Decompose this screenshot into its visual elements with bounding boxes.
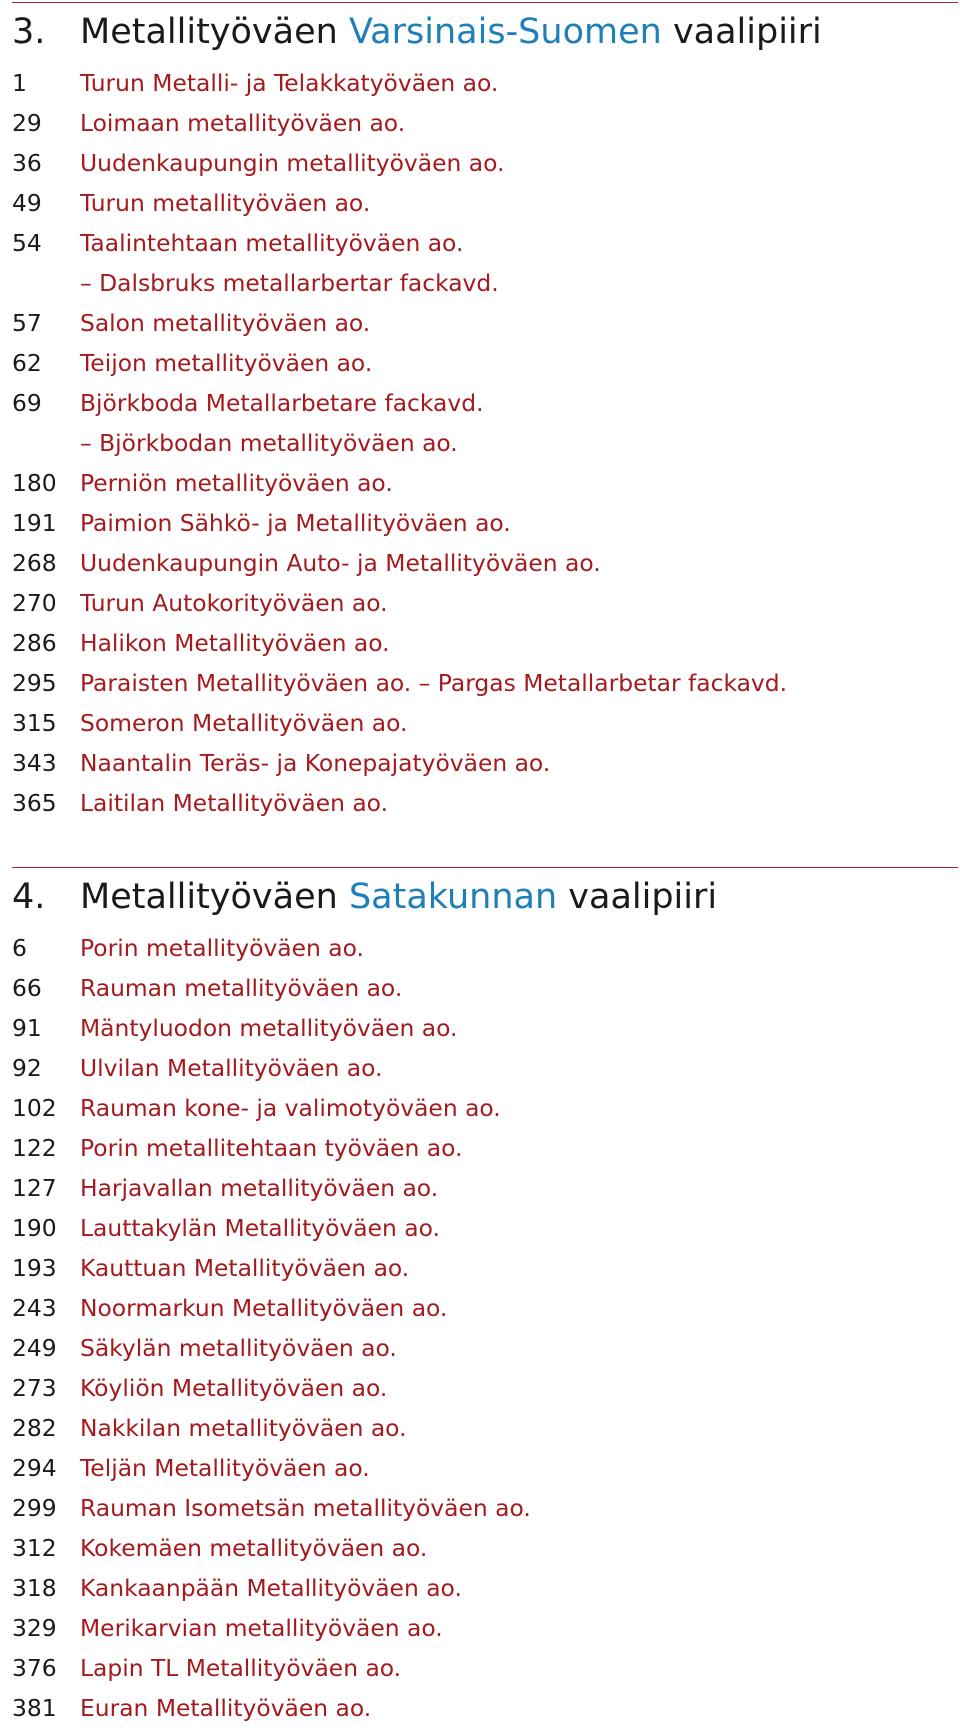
branch-entry bbox=[12, 928, 958, 968]
branch-number: 102 bbox=[12, 1094, 57, 1122]
branch-entry bbox=[12, 1248, 958, 1288]
branch-entry bbox=[12, 543, 958, 583]
branch-name: Köyliön Metallityöväen ao. bbox=[80, 1374, 388, 1402]
branch-entry bbox=[12, 783, 958, 823]
branch-number: 69 bbox=[12, 389, 42, 417]
section-heading bbox=[12, 3, 958, 63]
branch-name: Rauman Isometsän metallityöväen ao. bbox=[80, 1494, 531, 1522]
branch-entry bbox=[12, 303, 958, 343]
branch-name: Paimion Sähkö- ja Metallityöväen ao. bbox=[80, 509, 511, 537]
branch-entry bbox=[12, 383, 958, 423]
branch-entry bbox=[12, 1168, 958, 1208]
branch-number: 365 bbox=[12, 789, 57, 817]
section-title bbox=[80, 877, 717, 917]
branch-entry bbox=[12, 63, 958, 103]
branch-name: Porin metallitehtaan työväen ao. bbox=[80, 1134, 463, 1162]
branch-name: Uudenkaupungin Auto- ja Metallityöväen ao. bbox=[80, 549, 601, 577]
branch-number: 294 bbox=[12, 1454, 57, 1482]
branch-number: 249 bbox=[12, 1334, 57, 1362]
branch-number: 54 bbox=[12, 229, 42, 257]
branch-name: Nakkilan metallityöväen ao. bbox=[80, 1414, 407, 1442]
branch-number: 57 bbox=[12, 309, 42, 337]
branch-name: – Dalsbruks metallarbertar fackavd. bbox=[80, 269, 499, 297]
branch-entry bbox=[12, 583, 958, 623]
branch-name: Björkboda Metallarbetare fackavd. bbox=[80, 389, 484, 417]
branch-entry bbox=[12, 1328, 958, 1368]
branch-number: 91 bbox=[12, 1014, 42, 1042]
branch-name: Halikon Metallityöväen ao. bbox=[80, 629, 390, 657]
branch-name: Merikarvian metallityöväen ao. bbox=[80, 1614, 443, 1642]
branch-name: – Björkbodan metallityöväen ao. bbox=[80, 429, 458, 457]
branch-list bbox=[12, 928, 958, 1728]
branch-entry bbox=[12, 1608, 958, 1648]
branch-entry bbox=[12, 103, 958, 143]
branch-number: 381 bbox=[12, 1694, 57, 1722]
branch-name: Harjavallan metallityöväen ao. bbox=[80, 1174, 439, 1202]
branch-number: 282 bbox=[12, 1414, 57, 1442]
branch-number: 193 bbox=[12, 1254, 57, 1282]
branch-number: 191 bbox=[12, 509, 57, 537]
branch-number: 299 bbox=[12, 1494, 57, 1522]
branch-name: Kokemäen metallityöväen ao. bbox=[80, 1534, 428, 1562]
branch-name: Salon metallityöväen ao. bbox=[80, 309, 371, 337]
branch-number: 127 bbox=[12, 1174, 57, 1202]
branch-number: 92 bbox=[12, 1054, 42, 1082]
branch-number: 286 bbox=[12, 629, 57, 657]
branch-entry bbox=[12, 1288, 958, 1328]
section-title-prefix: Metallityöväen bbox=[80, 877, 349, 917]
branch-number: 62 bbox=[12, 349, 42, 377]
branch-name: Euran Metallityöväen ao. bbox=[80, 1694, 372, 1722]
branch-entry bbox=[12, 1408, 958, 1448]
branch-name: Säkylän metallityöväen ao. bbox=[80, 1334, 397, 1362]
branch-number: 243 bbox=[12, 1294, 57, 1322]
branch-name: Someron Metallityöväen ao. bbox=[80, 709, 408, 737]
branch-number: 270 bbox=[12, 589, 57, 617]
branch-name: Teljän Metallityöväen ao. bbox=[80, 1454, 370, 1482]
section-title-suffix: vaalipiiri bbox=[557, 877, 718, 917]
branch-number: 6 bbox=[12, 934, 27, 962]
branch-entry bbox=[12, 1128, 958, 1168]
branch-entry bbox=[12, 623, 958, 663]
section-title-region: Varsinais-Suomen bbox=[348, 12, 662, 52]
branch-entry bbox=[12, 743, 958, 783]
branch-name: Paraisten Metallityöväen ao. – Pargas Metallarbetar fackavd. bbox=[80, 669, 788, 697]
branch-name: Ulvilan Metallityöväen ao. bbox=[80, 1054, 383, 1082]
branch-list bbox=[12, 63, 958, 823]
branch-number: 36 bbox=[12, 149, 42, 177]
branch-entry bbox=[12, 1368, 958, 1408]
branch-name: Turun Metalli- ja Telakkatyöväen ao. bbox=[80, 69, 499, 97]
section-number: 4. bbox=[12, 877, 46, 917]
district-section-4 bbox=[12, 867, 958, 1728]
branch-entry bbox=[12, 1008, 958, 1048]
branch-number: 312 bbox=[12, 1534, 57, 1562]
branch-name: Rauman metallityöväen ao. bbox=[80, 974, 403, 1002]
branch-number: 122 bbox=[12, 1134, 57, 1162]
branch-number: 29 bbox=[12, 109, 42, 137]
district-section-3 bbox=[12, 2, 958, 823]
branch-number: 376 bbox=[12, 1654, 57, 1682]
branch-number: 190 bbox=[12, 1214, 57, 1242]
section-heading bbox=[12, 868, 958, 928]
branch-number: 343 bbox=[12, 749, 57, 777]
branch-entry bbox=[12, 343, 958, 383]
branch-entry bbox=[12, 663, 958, 703]
section-number: 3. bbox=[12, 12, 46, 52]
branch-entry bbox=[12, 423, 958, 463]
branch-name: Taalintehtaan metallityöväen ao. bbox=[80, 229, 464, 257]
branch-number: 295 bbox=[12, 669, 57, 697]
branch-entry bbox=[12, 968, 958, 1008]
branch-entry bbox=[12, 1488, 958, 1528]
branch-entry bbox=[12, 263, 958, 303]
branch-number: 49 bbox=[12, 189, 42, 217]
branch-number: 315 bbox=[12, 709, 57, 737]
branch-entry bbox=[12, 1088, 958, 1128]
branch-name: Porin metallityöväen ao. bbox=[80, 934, 364, 962]
section-title-prefix: Metallityöväen bbox=[80, 12, 349, 52]
branch-number: 273 bbox=[12, 1374, 57, 1402]
branch-name: Perniön metallityöväen ao. bbox=[80, 469, 393, 497]
branch-entry bbox=[12, 1048, 958, 1088]
branch-entry bbox=[12, 703, 958, 743]
branch-number: 318 bbox=[12, 1574, 57, 1602]
branch-number: 1 bbox=[12, 69, 27, 97]
branch-entry bbox=[12, 143, 958, 183]
branch-name: Loimaan metallityöväen ao. bbox=[80, 109, 406, 137]
branch-name: Turun Autokorityöväen ao. bbox=[80, 589, 388, 617]
branch-name: Lapin TL Metallityöväen ao. bbox=[80, 1654, 402, 1682]
branch-entry bbox=[12, 1528, 958, 1568]
branch-entry bbox=[12, 1648, 958, 1688]
section-title-region: Satakunnan bbox=[348, 877, 558, 917]
branch-number: 268 bbox=[12, 549, 57, 577]
branch-name: Mäntyluodon metallityöväen ao. bbox=[80, 1014, 458, 1042]
branch-name: Uudenkaupungin metallityöväen ao. bbox=[80, 149, 505, 177]
branch-name: Rauman kone- ja valimotyöväen ao. bbox=[80, 1094, 501, 1122]
branch-name: Kauttuan Metallityöväen ao. bbox=[80, 1254, 410, 1282]
branch-name: Turun metallityöväen ao. bbox=[80, 189, 371, 217]
section-title-suffix: vaalipiiri bbox=[661, 12, 822, 52]
branch-name: Teijon metallityöväen ao. bbox=[80, 349, 373, 377]
branch-name: Noormarkun Metallityöväen ao. bbox=[80, 1294, 448, 1322]
branch-name: Kankaanpään Metallityöväen ao. bbox=[80, 1574, 462, 1602]
branch-name: Naantalin Teräs- ja Konepajatyöväen ao. bbox=[80, 749, 551, 777]
branch-entry bbox=[12, 223, 958, 263]
section-title bbox=[80, 12, 822, 52]
branch-entry bbox=[12, 1448, 958, 1488]
branch-entry bbox=[12, 1568, 958, 1608]
branch-entry bbox=[12, 183, 958, 223]
branch-entry bbox=[12, 463, 958, 503]
branch-entry bbox=[12, 503, 958, 543]
branch-number: 329 bbox=[12, 1614, 57, 1642]
branch-name: Laitilan Metallityöväen ao. bbox=[80, 789, 389, 817]
branch-entry bbox=[12, 1208, 958, 1248]
branch-entry bbox=[12, 1688, 958, 1728]
branch-name: Lauttakylän Metallityöväen ao. bbox=[80, 1214, 440, 1242]
branch-number: 66 bbox=[12, 974, 42, 1002]
branch-number: 180 bbox=[12, 469, 57, 497]
